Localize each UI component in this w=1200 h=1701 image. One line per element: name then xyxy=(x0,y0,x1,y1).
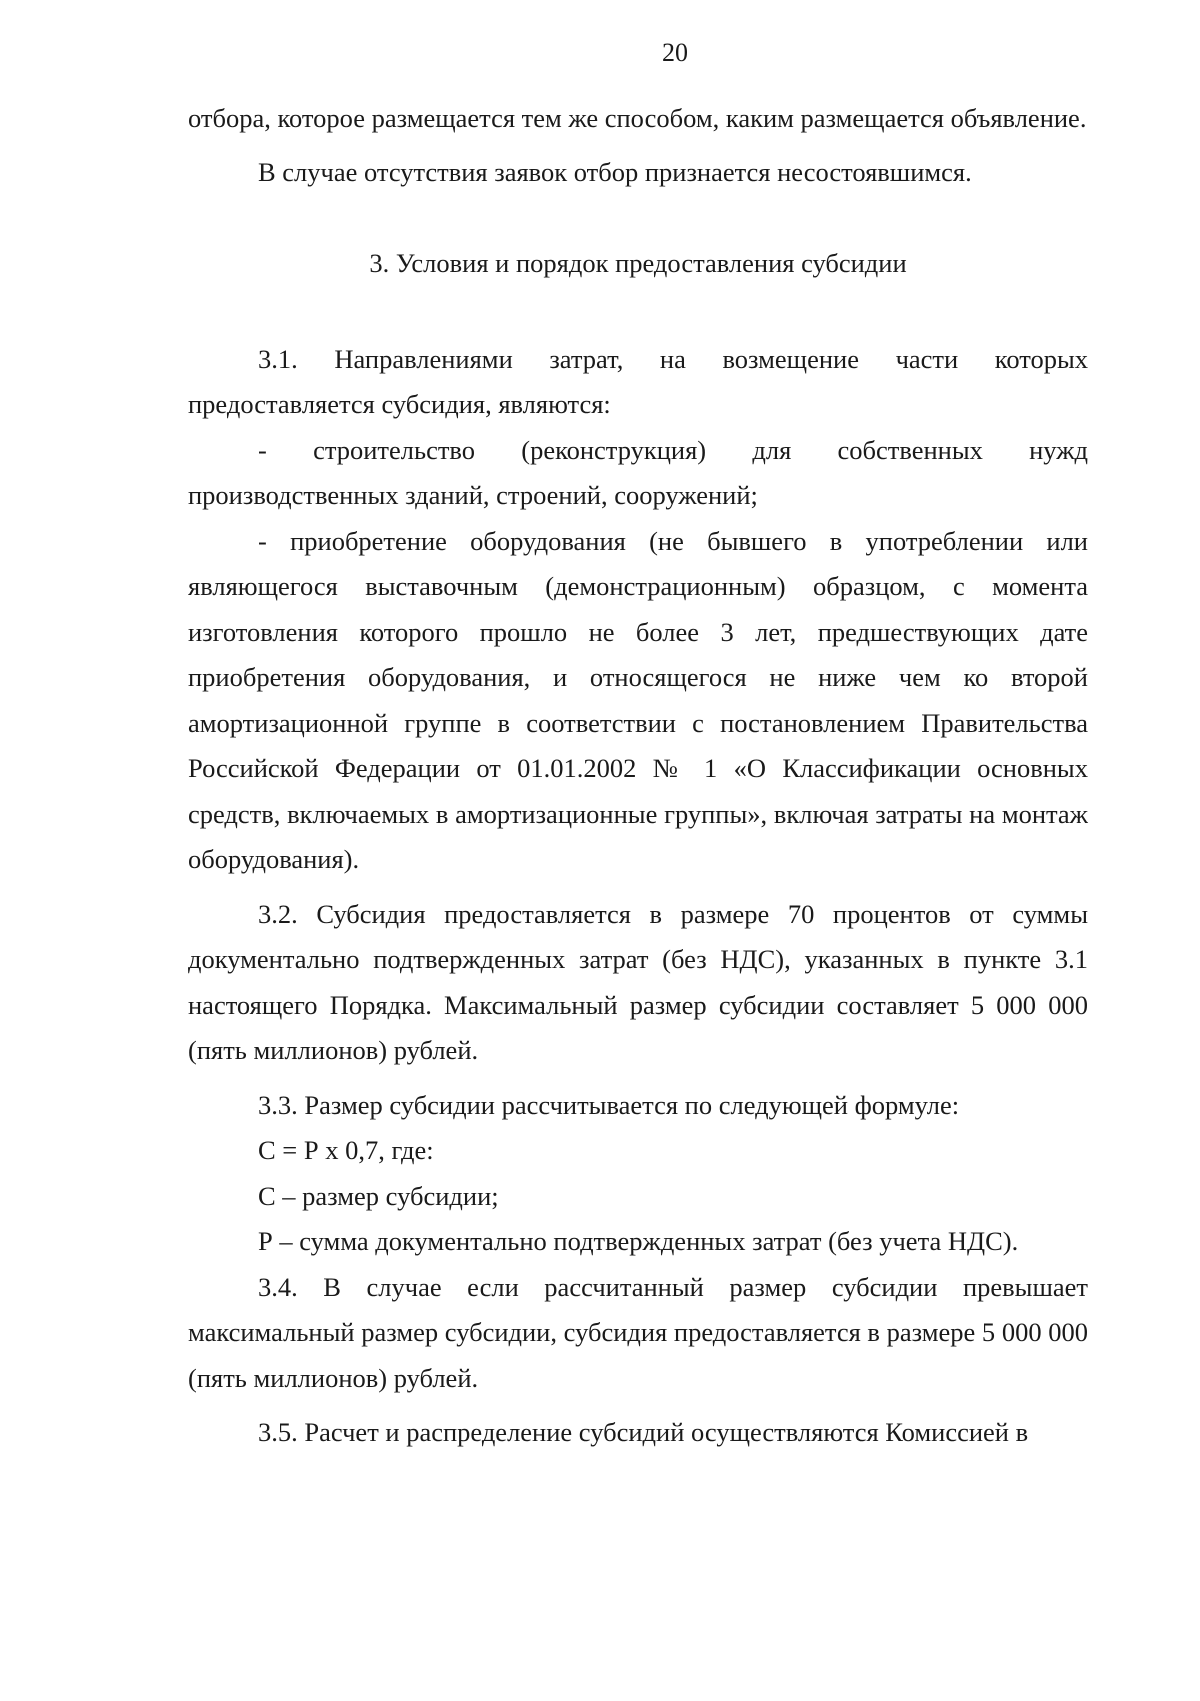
page-number: 20 xyxy=(662,38,688,67)
formula: С = Р х 0,7, где: xyxy=(258,1135,434,1165)
section-heading: 3. Условия и порядок предоставления субсидии xyxy=(369,248,907,278)
definition-p: Р – сумма документально подтвержденных затрат (без учета НДС). xyxy=(258,1226,1019,1256)
paragraph-continuation: отбора, которое размещается тем же способом, каким размещается объявление. xyxy=(188,103,1087,133)
paragraph-3-3: 3.3. Размер субсидии рассчитывается по следующей формуле: xyxy=(258,1089,960,1120)
paragraph-3-4: 3.4. В случае если рассчитанный размер субсидии превышает максимальный размер субсидии, субсидия предоставляется в размере 5 000 000 (пять миллионов) рублей. xyxy=(188,1271,1088,1393)
list-item-construction: - строительство (реконструкция) для собственных нужд производственных зданий, строений, сооружений; xyxy=(188,434,1088,510)
document-body xyxy=(188,96,1088,1456)
paragraph-no-applications: В случае отсутствия заявок отбор признается несостоявшимся. xyxy=(258,156,972,187)
definition-c: С – размер субсидии; xyxy=(258,1180,499,1211)
paragraph-3-2: 3.2. Субсидия предоставляется в размере 70 процентов от суммы документально подтвержденных затрат (без НДС), указанных в пункте 3.1 настоящего Порядка. Максимальный размер субсидии составляет 5 000 000 (пять миллионов) рублей. xyxy=(188,898,1088,1065)
paragraph-3-5: 3.5. Расчет и распределение субсидий осуществляются Комиссией в xyxy=(258,1417,1029,1447)
paragraph-3-1: 3.1. Направлениями затрат, на возмещение части которых предоставляется субсидия, являются: xyxy=(188,343,1088,419)
list-item-equipment: - приобретение оборудования (не бывшего в употреблении или являющегося выставочным (демонстрационным) образцом, с момента изготовления которого прошло не более 3 лет, предшествующих дате приобретения оборудования, и относящегося не ниже чем ко второй амортизационной группе в соответствии с постановлением Правительства Российской Федерации от 01.01.2002 № 1 «О Классификации основных средств, включаемых в амортизационные группы», включая затраты на монтаж оборудования). xyxy=(188,525,1088,874)
